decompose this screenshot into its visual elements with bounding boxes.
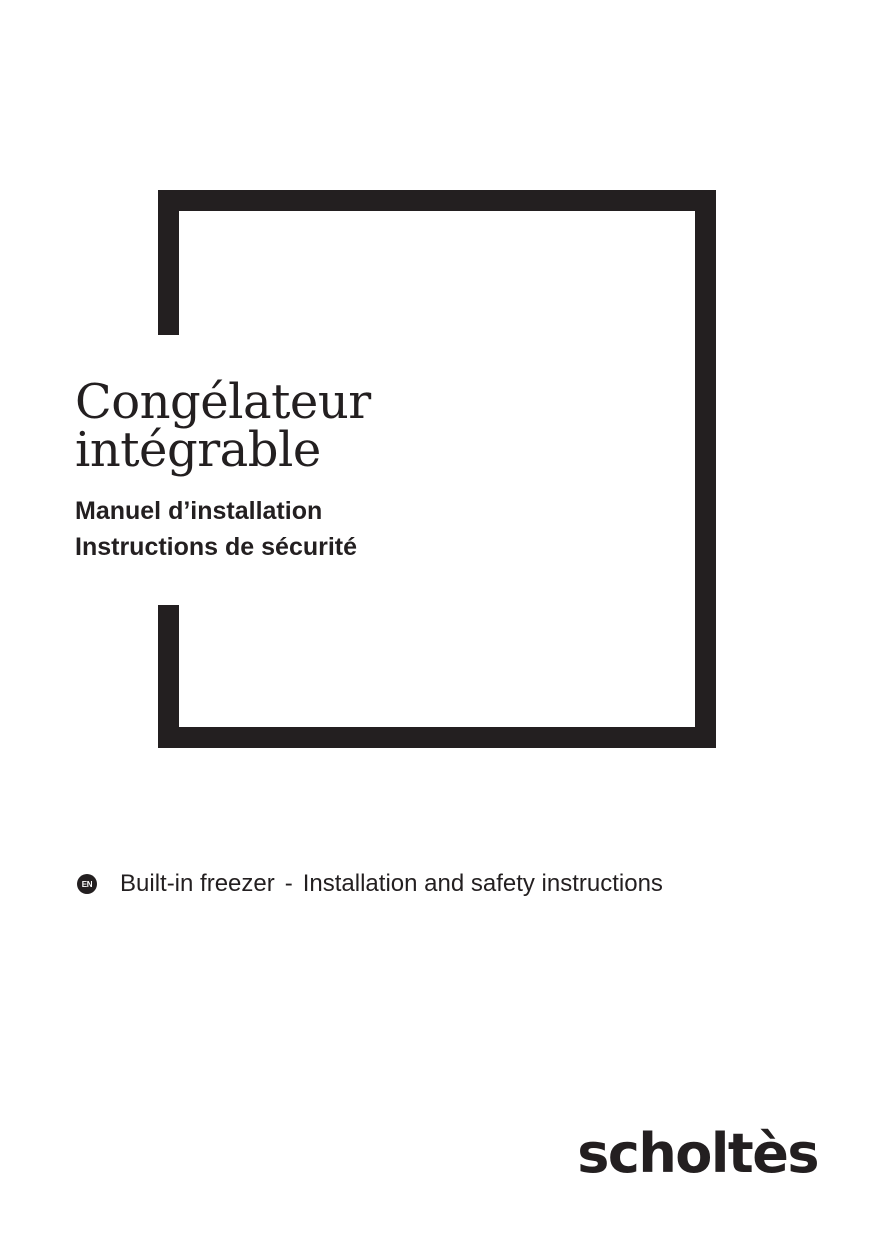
brand-logo: scholtès (577, 1122, 818, 1185)
document-subtitle (75, 493, 635, 565)
language-description: Installation and safety instructions (302, 870, 663, 897)
subtitle-line-2: Instructions de sécurité (75, 533, 358, 561)
language-product: Built-in freezer (120, 870, 275, 897)
language-badge-icon: EN (77, 874, 97, 894)
document-title (75, 374, 635, 478)
language-entry-text (120, 870, 663, 898)
title-line-1: Congélateur (75, 374, 371, 430)
frame-left-lower-bar (158, 605, 179, 748)
title-line-2: intégrable (75, 422, 321, 478)
language-entry (77, 868, 663, 900)
frame-top-bar (158, 190, 716, 211)
frame-left-upper-bar (158, 190, 179, 335)
language-separator: - (284, 870, 293, 897)
frame-right-bar (695, 190, 716, 748)
frame-bottom-bar (158, 727, 716, 748)
subtitle-line-1: Manuel d’installation (75, 497, 323, 525)
